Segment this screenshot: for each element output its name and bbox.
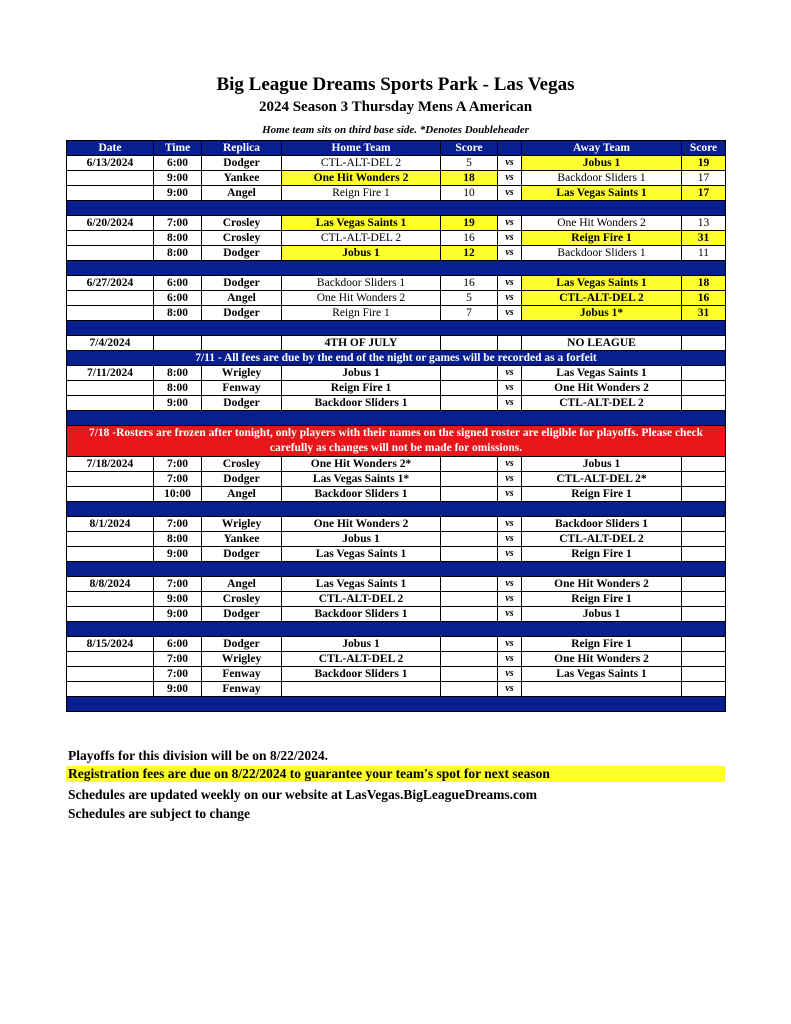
vs-cell: vs — [498, 276, 522, 291]
date-cell: 7/11/2024 — [67, 366, 154, 381]
time-cell: 6:00 — [154, 291, 202, 306]
time-cell: 7:00 — [154, 472, 202, 487]
time-cell: 8:00 — [154, 532, 202, 547]
col-time: Time — [154, 141, 202, 156]
away-score-cell — [682, 637, 726, 652]
page-title: Big League Dreams Sports Park - Las Vegas — [216, 74, 575, 95]
date-cell: 6/27/2024 — [67, 276, 154, 291]
time-cell: 6:00 — [154, 637, 202, 652]
replica-cell: Dodger — [202, 472, 282, 487]
replica-cell: Dodger — [202, 396, 282, 411]
away-score-cell: 11 — [682, 246, 726, 261]
home-score-cell: 5 — [441, 291, 498, 306]
away-team-cell: One Hit Wonders 2 — [522, 652, 682, 667]
away-score-cell: 31 — [682, 231, 726, 246]
game-row — [67, 156, 726, 171]
col-home-team: Home Team — [282, 141, 441, 156]
home-team-cell: One Hit Wonders 2 — [282, 517, 441, 532]
home-score-cell — [441, 667, 498, 682]
col-vs — [498, 141, 522, 156]
home-team-note: Home team sits on third base side. *Denotes Doubleheader — [262, 124, 529, 136]
away-team-cell: Jobus 1 — [522, 607, 682, 622]
replica-cell: Dodger — [202, 276, 282, 291]
time-cell: 9:00 — [154, 547, 202, 562]
date-cell — [67, 592, 154, 607]
away-team-cell: CTL-ALT-DEL 2 — [522, 291, 682, 306]
time-cell: 8:00 — [154, 366, 202, 381]
away-team-cell: Reign Fire 1 — [522, 231, 682, 246]
registration-note: Registration fees are due on 8/22/2024 to guarantee your team's spot for next season — [66, 766, 725, 782]
away-team-cell: Las Vegas Saints 1 — [522, 667, 682, 682]
separator-bar — [67, 411, 726, 426]
replica-cell — [202, 336, 282, 351]
home-score-cell — [441, 396, 498, 411]
away-team-cell: CTL-ALT-DEL 2* — [522, 472, 682, 487]
time-cell: 8:00 — [154, 246, 202, 261]
away-team-cell: One Hit Wonders 2 — [522, 216, 682, 231]
time-cell: 8:00 — [154, 231, 202, 246]
vs-cell: vs — [498, 487, 522, 502]
replica-cell: Angel — [202, 577, 282, 592]
game-row — [67, 487, 726, 502]
vs-cell: vs — [498, 472, 522, 487]
date-cell — [67, 607, 154, 622]
game-row — [67, 336, 726, 351]
date-cell — [67, 231, 154, 246]
home-team-cell: Backdoor Sliders 1 — [282, 487, 441, 502]
away-score-cell: 18 — [682, 276, 726, 291]
date-cell — [67, 667, 154, 682]
replica-cell: Angel — [202, 487, 282, 502]
replica-cell: Wrigley — [202, 366, 282, 381]
date-cell — [67, 171, 154, 186]
vs-cell: vs — [498, 517, 522, 532]
away-score-cell — [682, 652, 726, 667]
week-separator — [67, 502, 726, 517]
header-row — [67, 141, 726, 156]
game-row — [67, 291, 726, 306]
week-separator — [67, 622, 726, 637]
time-cell: 8:00 — [154, 306, 202, 321]
subject-to-change-note: Schedules are subject to change — [68, 806, 250, 821]
col-home-score: Score — [441, 141, 498, 156]
game-row — [67, 216, 726, 231]
replica-cell: Yankee — [202, 171, 282, 186]
date-cell — [67, 381, 154, 396]
week-separator — [67, 201, 726, 216]
vs-cell: vs — [498, 607, 522, 622]
away-team-cell: Backdoor Sliders 1 — [522, 517, 682, 532]
vs-cell: vs — [498, 216, 522, 231]
date-cell: 8/1/2024 — [67, 517, 154, 532]
away-team-cell — [522, 682, 682, 697]
away-team-cell: Backdoor Sliders 1 — [522, 246, 682, 261]
time-cell: 7:00 — [154, 517, 202, 532]
away-score-cell — [682, 607, 726, 622]
date-cell — [67, 396, 154, 411]
col-replica: Replica — [202, 141, 282, 156]
home-score-cell — [441, 381, 498, 396]
separator-bar — [67, 261, 726, 276]
date-cell — [67, 652, 154, 667]
home-score-cell: 16 — [441, 231, 498, 246]
replica-cell: Wrigley — [202, 517, 282, 532]
away-score-cell — [682, 682, 726, 697]
date-cell: 6/20/2024 — [67, 216, 154, 231]
home-score-cell — [441, 517, 498, 532]
vs-cell: vs — [498, 652, 522, 667]
home-score-cell — [441, 336, 498, 351]
replica-cell: Angel — [202, 291, 282, 306]
game-row — [67, 472, 726, 487]
replica-cell: Dodger — [202, 607, 282, 622]
home-score-cell: 10 — [441, 186, 498, 201]
home-team-cell: Las Vegas Saints 1 — [282, 577, 441, 592]
game-row — [67, 682, 726, 697]
away-score-cell — [682, 472, 726, 487]
away-score-cell: 17 — [682, 186, 726, 201]
date-cell: 7/4/2024 — [67, 336, 154, 351]
away-score-cell: 13 — [682, 216, 726, 231]
away-team-cell: Backdoor Sliders 1 — [522, 171, 682, 186]
home-score-cell — [441, 457, 498, 472]
game-row — [67, 276, 726, 291]
away-score-cell — [682, 517, 726, 532]
separator-bar — [67, 562, 726, 577]
home-team-cell: Backdoor Sliders 1 — [282, 396, 441, 411]
away-team-cell: One Hit Wonders 2 — [522, 381, 682, 396]
replica-cell: Dodger — [202, 306, 282, 321]
away-team-cell: NO LEAGUE — [522, 336, 682, 351]
home-team-cell: Reign Fire 1 — [282, 306, 441, 321]
replica-cell: Fenway — [202, 682, 282, 697]
time-cell — [154, 336, 202, 351]
page-subtitle: 2024 Season 3 Thursday Mens A American — [258, 99, 533, 115]
away-score-cell: 16 — [682, 291, 726, 306]
replica-cell: Yankee — [202, 532, 282, 547]
vs-cell: vs — [498, 231, 522, 246]
game-row — [67, 396, 726, 411]
home-team-cell: CTL-ALT-DEL 2 — [282, 592, 441, 607]
schedule-body — [67, 156, 726, 712]
date-cell: 8/15/2024 — [67, 637, 154, 652]
replica-cell: Crosley — [202, 457, 282, 472]
vs-cell: vs — [498, 156, 522, 171]
time-cell: 7:00 — [154, 667, 202, 682]
vs-cell: vs — [498, 532, 522, 547]
home-score-cell: 7 — [441, 306, 498, 321]
game-row — [67, 577, 726, 592]
replica-cell: Crosley — [202, 592, 282, 607]
away-team-cell: Jobus 1 — [522, 156, 682, 171]
away-score-cell: 17 — [682, 171, 726, 186]
away-score-cell — [682, 532, 726, 547]
home-score-cell — [441, 592, 498, 607]
home-score-cell: 5 — [441, 156, 498, 171]
away-score-cell — [682, 396, 726, 411]
away-team-cell: Jobus 1* — [522, 306, 682, 321]
home-score-cell: 18 — [441, 171, 498, 186]
vs-cell: vs — [498, 667, 522, 682]
away-team-cell: Las Vegas Saints 1 — [522, 276, 682, 291]
home-team-cell: Backdoor Sliders 1 — [282, 667, 441, 682]
game-row — [67, 457, 726, 472]
note-text: 7/11 - All fees are due by the end of the night or games will be recorded as a forfeit — [67, 351, 726, 366]
home-score-cell — [441, 472, 498, 487]
playoffs-note: Playoffs for this division will be on 8/22/2024. — [68, 748, 329, 763]
time-cell: 6:00 — [154, 156, 202, 171]
home-team-cell: One Hit Wonders 2 — [282, 171, 441, 186]
replica-cell: Angel — [202, 186, 282, 201]
home-team-cell: Las Vegas Saints 1 — [282, 547, 441, 562]
time-cell: 7:00 — [154, 457, 202, 472]
date-cell — [67, 472, 154, 487]
home-team-cell: Reign Fire 1 — [282, 186, 441, 201]
away-score-cell — [682, 487, 726, 502]
schedule-table — [66, 140, 726, 712]
vs-cell: vs — [498, 366, 522, 381]
home-team-cell: CTL-ALT-DEL 2 — [282, 156, 441, 171]
away-score-cell — [682, 667, 726, 682]
week-separator — [67, 411, 726, 426]
vs-cell: vs — [498, 186, 522, 201]
time-cell: 7:00 — [154, 652, 202, 667]
home-team-cell: One Hit Wonders 2* — [282, 457, 441, 472]
date-cell — [67, 532, 154, 547]
game-row — [67, 547, 726, 562]
away-score-cell — [682, 457, 726, 472]
date-cell — [67, 246, 154, 261]
away-score-cell — [682, 547, 726, 562]
home-score-cell — [441, 547, 498, 562]
replica-cell: Wrigley — [202, 652, 282, 667]
home-score-cell: 19 — [441, 216, 498, 231]
note-text: 7/18 -Rosters are frozen after tonight, only players with their names on the signed roster are eligible for playoffs. Please check carefully as changes will not be made for omissions. — [67, 426, 726, 457]
time-cell: 9:00 — [154, 592, 202, 607]
replica-cell: Fenway — [202, 667, 282, 682]
game-row — [67, 667, 726, 682]
away-score-cell — [682, 366, 726, 381]
game-row — [67, 246, 726, 261]
separator-bar — [67, 622, 726, 637]
vs-cell: vs — [498, 457, 522, 472]
home-score-cell — [441, 637, 498, 652]
time-cell: 9:00 — [154, 682, 202, 697]
game-row — [67, 381, 726, 396]
time-cell: 9:00 — [154, 607, 202, 622]
home-score-cell — [441, 682, 498, 697]
vs-cell: vs — [498, 381, 522, 396]
away-team-cell: One Hit Wonders 2 — [522, 577, 682, 592]
home-team-cell: Las Vegas Saints 1* — [282, 472, 441, 487]
date-cell — [67, 186, 154, 201]
away-score-cell: 19 — [682, 156, 726, 171]
away-team-cell: Reign Fire 1 — [522, 547, 682, 562]
game-row — [67, 171, 726, 186]
replica-cell: Dodger — [202, 637, 282, 652]
date-cell — [67, 682, 154, 697]
home-team-cell: Las Vegas Saints 1 — [282, 216, 441, 231]
home-team-cell: Jobus 1 — [282, 366, 441, 381]
website-note: Schedules are updated weekly on our website at LasVegas.BigLeagueDreams.com — [68, 787, 538, 802]
vs-cell: vs — [498, 306, 522, 321]
home-score-cell: 12 — [441, 246, 498, 261]
replica-cell: Crosley — [202, 216, 282, 231]
replica-cell: Fenway — [202, 381, 282, 396]
vs-cell: vs — [498, 246, 522, 261]
date-cell — [67, 487, 154, 502]
home-score-cell — [441, 532, 498, 547]
away-team-cell: Las Vegas Saints 1 — [522, 366, 682, 381]
game-row — [67, 306, 726, 321]
home-score-cell — [441, 652, 498, 667]
vs-cell: vs — [498, 171, 522, 186]
date-cell: 6/13/2024 — [67, 156, 154, 171]
separator-bar — [67, 697, 726, 712]
week-separator — [67, 562, 726, 577]
week-separator — [67, 261, 726, 276]
home-team-cell: 4TH OF JULY — [282, 336, 441, 351]
time-cell: 7:00 — [154, 577, 202, 592]
game-row — [67, 607, 726, 622]
home-team-cell: Jobus 1 — [282, 246, 441, 261]
home-score-cell — [441, 366, 498, 381]
vs-cell: vs — [498, 592, 522, 607]
away-team-cell: CTL-ALT-DEL 2 — [522, 532, 682, 547]
vs-cell: vs — [498, 291, 522, 306]
col-away-team: Away Team — [522, 141, 682, 156]
vs-cell: vs — [498, 547, 522, 562]
home-team-cell: Jobus 1 — [282, 532, 441, 547]
time-cell: 6:00 — [154, 276, 202, 291]
game-row — [67, 517, 726, 532]
date-cell — [67, 291, 154, 306]
home-score-cell: 16 — [441, 276, 498, 291]
separator-bar — [67, 201, 726, 216]
roster-freeze-note — [67, 426, 726, 457]
vs-cell: vs — [498, 577, 522, 592]
home-team-cell: CTL-ALT-DEL 2 — [282, 652, 441, 667]
home-team-cell: Jobus 1 — [282, 637, 441, 652]
away-team-cell: Jobus 1 — [522, 457, 682, 472]
date-cell — [67, 547, 154, 562]
time-cell: 9:00 — [154, 171, 202, 186]
game-row — [67, 366, 726, 381]
home-team-cell: One Hit Wonders 2 — [282, 291, 441, 306]
fees-due-note — [67, 351, 726, 366]
home-team-cell: Backdoor Sliders 1 — [282, 276, 441, 291]
time-cell: 9:00 — [154, 396, 202, 411]
vs-cell — [498, 336, 522, 351]
time-cell: 7:00 — [154, 216, 202, 231]
game-row — [67, 652, 726, 667]
game-row — [67, 532, 726, 547]
home-score-cell — [441, 577, 498, 592]
col-date: Date — [67, 141, 154, 156]
vs-cell: vs — [498, 637, 522, 652]
date-cell — [67, 306, 154, 321]
col-away-score: Score — [682, 141, 726, 156]
away-team-cell: Reign Fire 1 — [522, 592, 682, 607]
away-team-cell: Reign Fire 1 — [522, 487, 682, 502]
home-team-cell: CTL-ALT-DEL 2 — [282, 231, 441, 246]
vs-cell: vs — [498, 682, 522, 697]
game-row — [67, 186, 726, 201]
away-score-cell — [682, 577, 726, 592]
replica-cell: Dodger — [202, 547, 282, 562]
game-row — [67, 592, 726, 607]
away-score-cell: 31 — [682, 306, 726, 321]
time-cell: 10:00 — [154, 487, 202, 502]
home-team-cell: Backdoor Sliders 1 — [282, 607, 441, 622]
away-team-cell: Reign Fire 1 — [522, 637, 682, 652]
away-score-cell — [682, 381, 726, 396]
week-separator — [67, 697, 726, 712]
away-team-cell: Las Vegas Saints 1 — [522, 186, 682, 201]
home-score-cell — [441, 487, 498, 502]
away-score-cell — [682, 336, 726, 351]
home-team-cell — [282, 682, 441, 697]
away-score-cell — [682, 592, 726, 607]
date-cell: 7/18/2024 — [67, 457, 154, 472]
replica-cell: Dodger — [202, 246, 282, 261]
vs-cell: vs — [498, 396, 522, 411]
separator-bar — [67, 502, 726, 517]
time-cell: 8:00 — [154, 381, 202, 396]
home-score-cell — [441, 607, 498, 622]
separator-bar — [67, 321, 726, 336]
away-team-cell: CTL-ALT-DEL 2 — [522, 396, 682, 411]
replica-cell: Crosley — [202, 231, 282, 246]
replica-cell: Dodger — [202, 156, 282, 171]
time-cell: 9:00 — [154, 186, 202, 201]
home-team-cell: Reign Fire 1 — [282, 381, 441, 396]
date-cell: 8/8/2024 — [67, 577, 154, 592]
week-separator — [67, 321, 726, 336]
game-row — [67, 637, 726, 652]
game-row — [67, 231, 726, 246]
